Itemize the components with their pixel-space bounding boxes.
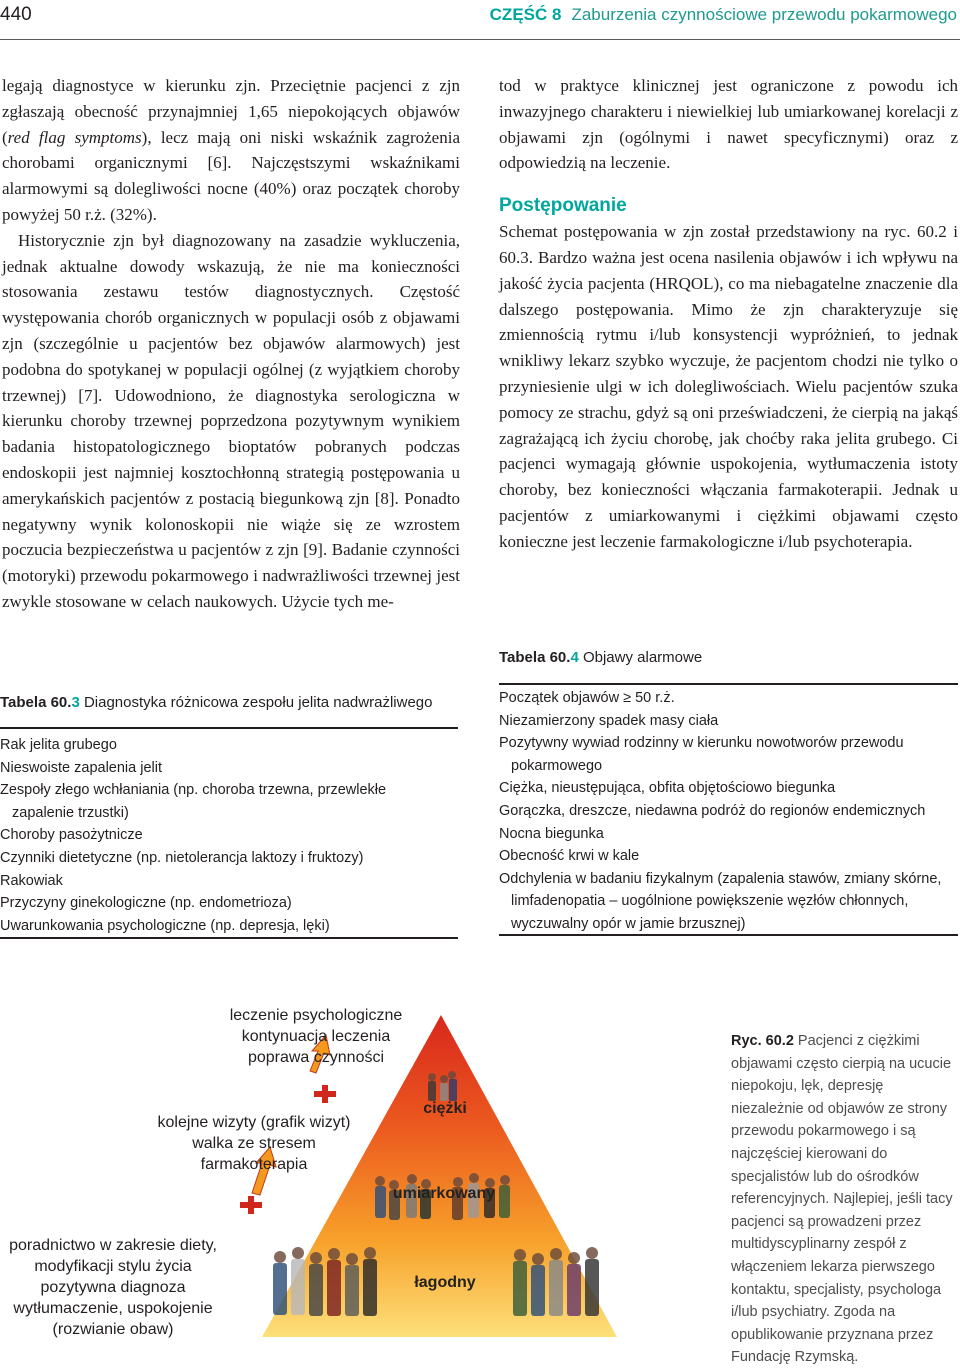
table-4-row: Początek objawów ≥ 50 r.ż. [499, 690, 675, 706]
figure-caption [731, 1030, 959, 1369]
table-3-row: Zespoły złego wchłaniania (np. choroba trzewna, przewlekłe zapalenie trzustki) [0, 782, 387, 821]
right-column [499, 73, 958, 555]
table-4-top-rule [499, 683, 958, 685]
table-4-row: Pozytywny wywiad rodzinny w kierunku nowotworów przewodu pokarmowego [499, 735, 904, 774]
table-4-caption: Tabela 60.4 Objawy alarmowe [499, 649, 703, 666]
figure-caption-label: Ryc. 60.2 [731, 1033, 794, 1049]
section-heading: Postępowanie [499, 195, 627, 217]
table-4-bottom-rule [499, 934, 958, 936]
table-3-row: Czynniki dietetyczne (np. nietolerancja laktozy i fruktozy) [0, 849, 364, 866]
level-mild-label: łagodny [414, 1274, 476, 1291]
table-3-bottom-rule [0, 937, 458, 939]
table-3-row: Rakowiak [0, 872, 63, 889]
table-4-row: Ciężka, nieustępująca, obfita objętościowo biegunka [499, 780, 836, 797]
left-paragraph-2: Historycznie zjn był diagnozowany na zasadzie wykluczenia, jednak aktualne dowody wskazują, że nie ma konieczności stosowania zestawu testów diagnostycznych. Częstość występowania chorób organicznych w populacji osób z objawami zjn (szczególnie u pacjentów bez objawów alarmowych) jest podobna do spotykanej w populacji ogólnej (z wyjątkiem choroby trzewnej) [7]. Udowodniono, że diagnostyka serologiczna w kierunku choroby trzewnej poprzedzona pozytywnym wynikiem badania histopatologicznego bioptatów pobranych podczas endoskopii jest najmniej kosztochłonną strategią postępowania u amerykańskich pacjentów z postacią biegunkową zjn [8]. Ponadto negatywny wynik kolonoskopii nie wiąże się ze wzrostem poczucia bezpieczeństwa u pacjentów z zjn [9]. Badanie czynności (motoryki) przewodu pokarmowego i nadwrażliwości trzewnej jest zwykle stosowane w celach naukowych. Użycie tych me- [2, 230, 460, 611]
running-head [490, 5, 957, 25]
table-3-row: Rak jelita grubego [0, 737, 117, 753]
table-4-row: Nocna biegunka [499, 825, 604, 842]
right-paragraph-1: tod w praktyce klinicznej jest ograniczone z powodu ich inwazyjnego charakteru i niewielkiej lub umiarkowanej korelacji z objawami zjn (ogólnymi i nawet specyficznymi) oraz z odpowiedzią na leczenie. [499, 76, 958, 173]
table-3-row: Przyczyny ginekologiczne (np. endometrioza) [0, 895, 292, 912]
part-label: CZĘŚĆ 8 [489, 5, 562, 24]
right-paragraph-2: Schemat postępowania w zjn został przedstawiony na ryc. 60.2 i 60.3. Bardzo ważna jest ocena nasilenia objawów i ich wpływu na jakość życia pacjenta (HRQOL), co ma niebagatelne znaczenie dla dalszego postępowania. Mimo że zjn charakteryzuje się zmiennością rytmu i/lub konsystencji wypróżnień, to jednak wnikliwy lekarz szybko wyczuje, że pacjentom chodzi nie tylko o przyniesienie ulgi w ich dolegliwościach. Wielu pacjentów szuka pomocy ze strachu, gdyż są oni przeświadczeni, że cierpią na jakąś zagrażającą ich życiu chorobę, jak choćby raka jelita grubego. Ci pacjenci wymagają głównie uspokojenia, wytłumaczenia istoty choroby, bez konieczności włączania farmakoterapii. Jednak u pacjentów z umiarkowanymi i ciężkimi objawami często konieczne jest leczenie farmakologiczne i/lub psychoterapia. [499, 222, 958, 551]
table-4-row: Odchylenia w badaniu fizykalnym (zapalenia stawów, zmiany skórne, limfadenopatia – uogólnione powiększenie węzłów chłonnych, wyczuwalny opór w jamie brzusznej) [499, 870, 942, 932]
bottom-treatment-block: poradnictwo w zakresie diety, modyfikacji stylu życia pozytywna diagnoza wytłumaczenie, uspokojenie (rozwianie obaw) [9, 1237, 217, 1338]
table-3-row: Choroby pasożytnicze [0, 827, 143, 844]
table-3-caption: Tabela 60.3 Diagnostyka różnicowa zespołu jelita nadwrażliwego [0, 694, 433, 711]
top-treatment-block: leczenie psychologiczne kontynuacja leczenia poprawa czynności [229, 1007, 403, 1066]
table-4-list [499, 687, 955, 936]
left-paragraph-1: legają diagnostyce w kierunku zjn. Przeciętnie pacjenci z zjn zgłaszają obecność przynajmniej 1,65 niepokojących objawów (red flag symptoms), lecz mają oni niski wskaźnik zagrożenia chorobami organicznymi [6]. Najczęstszymi wskaźnikami alarmowymi są dolegliwości nocne (40%) oraz początek choroby powyżej 50 r.ż. (32%). [2, 76, 460, 224]
left-column [2, 73, 460, 615]
table-4-row: Obecność krwi w kale [499, 848, 640, 865]
figure-caption-text: Pacjenci z ciężkimi objawami często cierpią na ucucie niepokoju, lęk, depresję niezależnie od objawów ze strony przewodu pokarmowego i są najczęściej kierowani do specjalistów lub do ośrodków referencyjnych. Najlepiej, jeśli tacy pacjenci są prowadzeni przez multidyscyplinarny zespół z włączeniem lekarza pierwszego kontaktu, specjalisty, psychologa i/lub psychiatry. Zgoda na opublikowanie przyznana przez Fundację Rzymską. [731, 1033, 953, 1366]
table-4-row: Gorączka, dreszcze, niedawna podróż do regionów endemicznych [499, 802, 926, 819]
table-3-row: Nieswoiste zapalenia jelit [0, 759, 162, 776]
table-4-row: Niezamierzony spadek masy ciała [499, 712, 719, 729]
table-3-list [0, 734, 452, 937]
header-rule [0, 39, 960, 40]
level-moderate-label: umiarkowany [392, 1185, 496, 1202]
page-number: 440 [0, 4, 32, 25]
figure-pyramid [0, 995, 715, 1341]
level-severe-label: ciężki [423, 1100, 467, 1117]
table-3-row: Uwarunkowania psychologiczne (np. depresja, lęki) [0, 917, 330, 934]
middle-treatment-block: kolejne wizyty (grafik wizyt) walka ze stresem farmakoterapia [157, 1114, 351, 1173]
table-3-top-rule [0, 727, 458, 729]
chapter-title: Zaburzenia czynnościowe przewodu pokarmowego [571, 5, 957, 24]
